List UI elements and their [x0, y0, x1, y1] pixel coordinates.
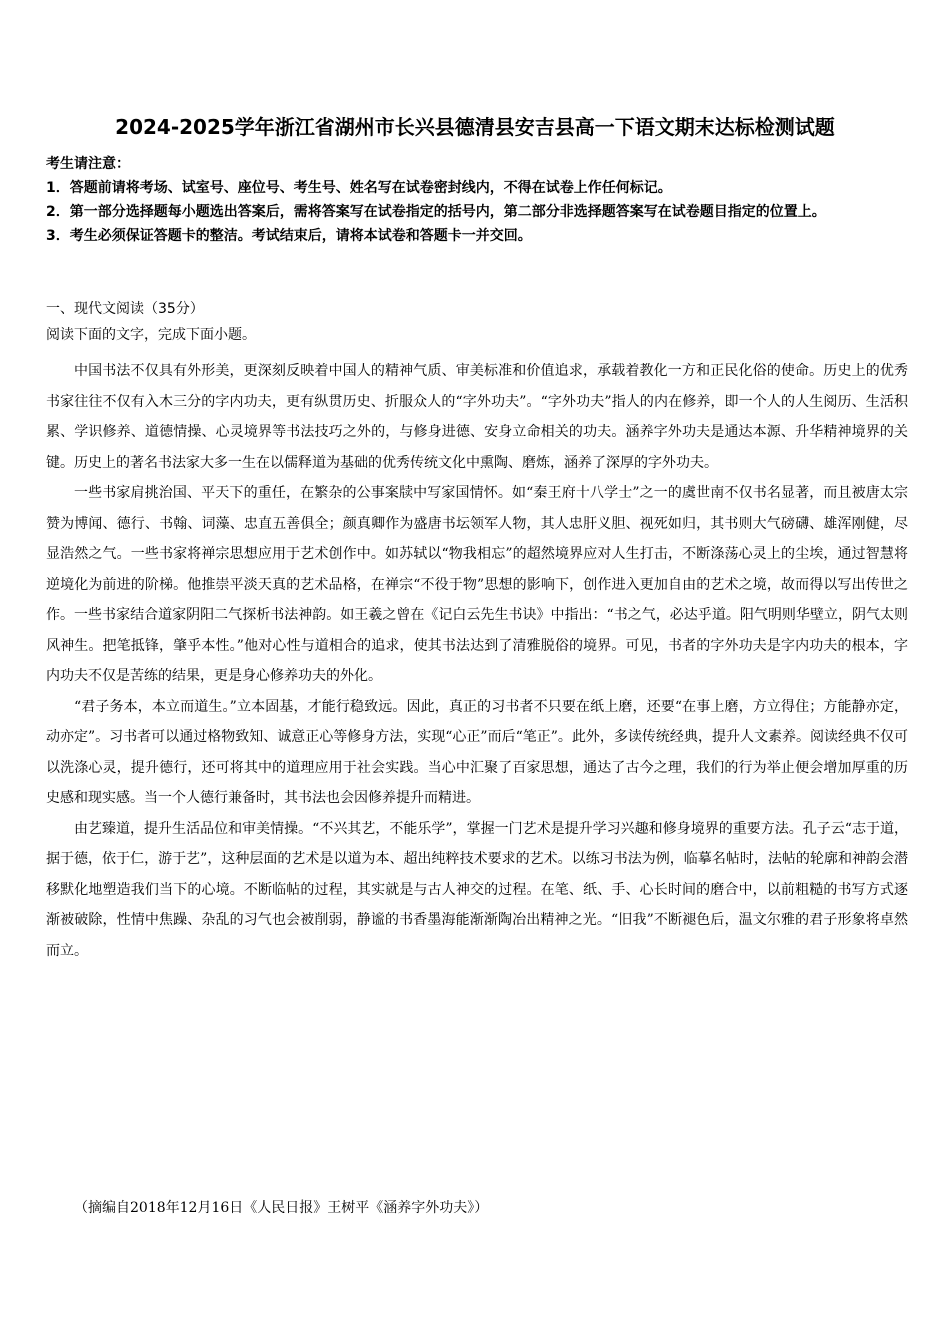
- article-paragraph: 中国书法不仅具有外形美，更深刻反映着中国人的精神气质、审美标准和价值追求，承载着教化一方和正民化俗的使命。历史上的优秀书家往往不仅有入木三分的字内功夫，更有纵贯历史、折服众人的“字外功夫”。“字外功夫”指人的内在修养，即一个人的人生阅历、生活积累、学识修养、道德情操、心灵境界等书法技巧之外的，与修身进德、安身立命相关的功夫。涵养字外功夫是通达本源、升华精神境界的关键。历史上的著名书法家大多一生在以儒释道为基础的优秀传统文化中熏陶、磨炼，涵养了深厚的字外功夫。: [46, 363, 908, 471]
- notice-item: 2．第一部分选择题每小题选出答案后，需将答案写在试卷指定的括号内，第二部分非选择题答案写在试卷题目指定的位置上。: [46, 204, 826, 220]
- notice-heading: 考生请注意：: [46, 156, 130, 172]
- section-heading: 一、现代文阅读（35分）: [46, 301, 204, 317]
- article-paragraph: 由艺臻道，提升生活品位和审美情操。“不兴其艺，不能乐学”，掌握一门艺术是提升学习兴趣和修身境界的重要方法。孔子云“志于道，据于德，依于仁，游于艺”，这种层面的艺术是以道为本、超出纯粹技术要求的艺术。以练习书法为例，临摹名帖时，法帖的轮廓和神韵会潜移默化地塑造我们当下的心境。不断临帖的过程，其实就是与古人神交的过程。在笔、纸、手、心长时间的磨合中，以前粗糙的书写方式逐渐被破除，性情中焦躁、杂乱的习气也会被削弱，静谧的书香墨海能渐渐陶冶出精神之光。“旧我”不断褪色后，温文尔雅的君子形象将卓然而立。: [46, 820, 908, 959]
- exam-notice: [46, 152, 906, 248]
- notice-item: 1．答题前请将考场、试室号、座位号、考生号、姓名写在试卷密封线内，不得在试卷上作任何标记。: [46, 180, 672, 196]
- article-paragraph: 一些书家肩挑治国、平天下的重任，在繁杂的公事案牍中写家国情怀。如“秦王府十八学士”之一的虞世南不仅书名显著，而且被唐太宗赞为博闻、德行、书翰、词藻、忠直五善俱全；颜真卿作为盛唐书坛领军人物，其人忠肝义胆、视死如归，其书则大气磅礴、雄浑刚健，尽显浩然之气。一些书家将禅宗思想应用于艺术创作中。如苏轼以“物我相忘”的超然境界应对人生打击，不断涤荡心灵上的尘埃，通过智慧将逆境化为前进的阶梯。他推崇平淡天真的艺术品格，在禅宗“不役于物”思想的影响下，创作进入更加自由的艺术之境，故而得以写出传世之作。一些书家结合道家阴阳二气探析书法神韵。如王羲之曾在《记白云先生书诀》中指出：“书之气，必达乎道。阳气明则华壁立，阴气太则风神生。把笔抵锋，肇乎本性。”他对心性与道相合的追求，使其书法达到了清雅脱俗的境界。可见，书者的字外功夫是字内功夫的根本，字内功夫不仅是苦练的结果，更是身心修养功夫的外化。: [46, 485, 908, 684]
- reading-article: [46, 356, 908, 966]
- exam-title: 2024-2025学年浙江省湖州市长兴县德清县安吉县高一下语文期末达标检测试题: [115, 115, 835, 139]
- notice-item: 3．考生必须保证答题卡的整洁。考试结束后，请将本试卷和答题卡一并交回。: [46, 228, 532, 244]
- article-paragraph: “君子务本，本立而道生。”立本固基，才能行稳致远。因此，真正的习书者不只要在纸上磨，还要“在事上磨，方立得住；方能静亦定，动亦定”。习书者可以通过格物致知、诚意正心等修身方法，实现“心正”而后“笔正”。此外，多读传统经典，提升人文素养。阅读经典不仅可以洗涤心灵，提升德行，还可将其中的道理应用于社会实践。当心中汇聚了百家思想，通达了古今之理，我们的行为举止便会增加厚重的历史感和现实感。当一个人德行兼备时，其书法也会因修养提升而精进。: [46, 698, 908, 806]
- article-source: （摘编自2018年12月16日《人民日报》王树平《涵养字外功夫》）: [74, 1200, 489, 1216]
- section-intro: 阅读下面的文字，完成下面小题。: [46, 327, 256, 343]
